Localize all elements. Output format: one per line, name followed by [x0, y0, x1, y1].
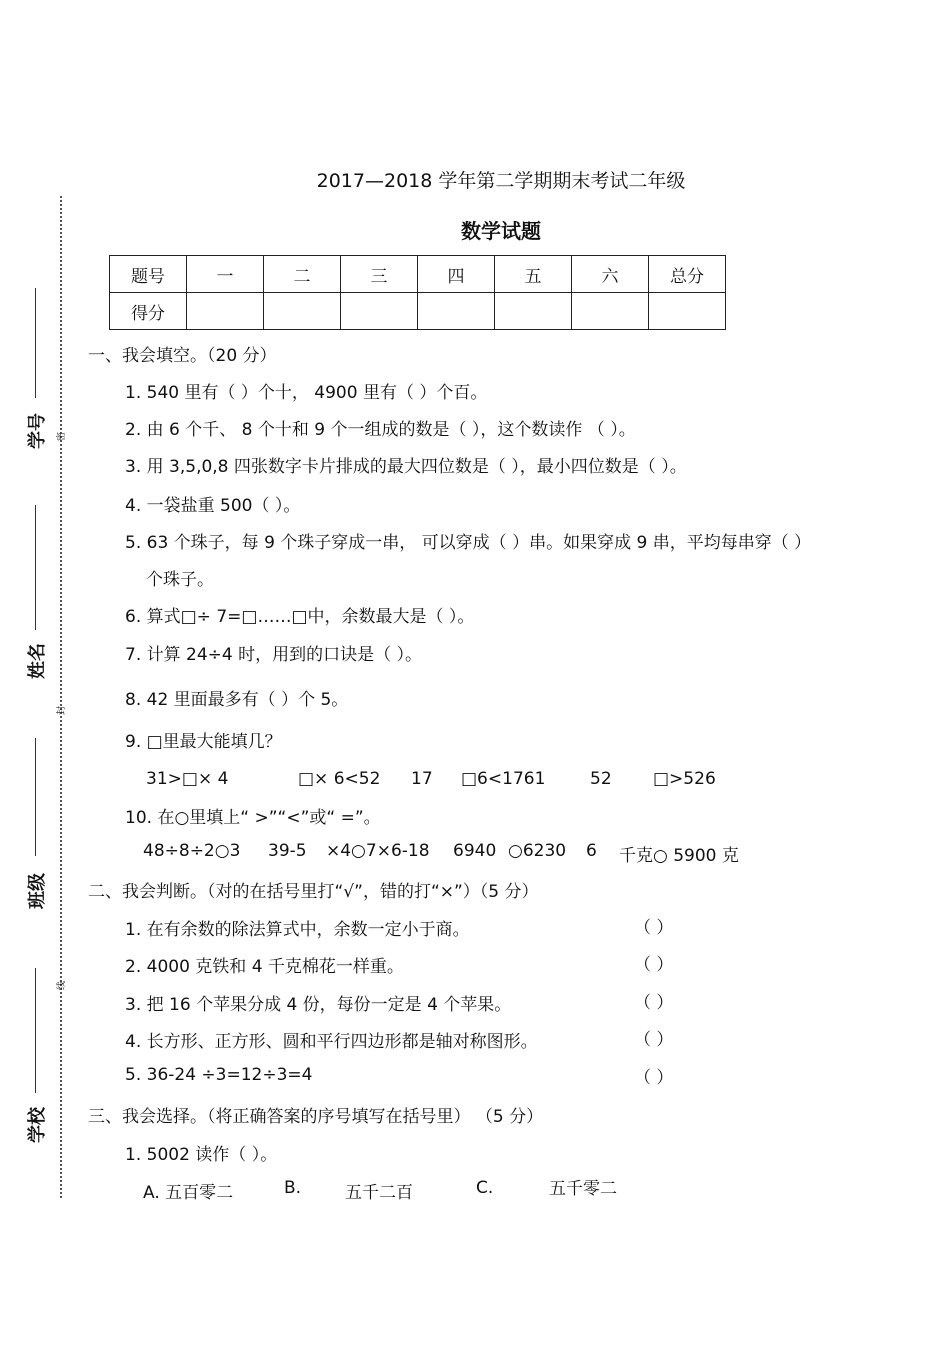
- q10-item: 39-5: [268, 841, 307, 861]
- question-1-2: 2. 由 6 个千、 8 个十和 9 个一组成的数是（ ），这个数读作 （ ）。: [125, 420, 636, 440]
- question-1-6: 6. 算式□÷ 7=□……□中，余数最大是（ ）。: [125, 607, 475, 627]
- q10-item: ×4○7×6-18: [326, 841, 430, 861]
- table-cell: 得分: [110, 293, 187, 330]
- score-blank-cell[interactable]: [649, 293, 726, 330]
- q10-item: 6: [586, 841, 597, 861]
- judge-item-4: 4. 长方形、正方形、圆和平行四边形都是轴对称图形。: [125, 1032, 538, 1052]
- school-underline: [35, 968, 36, 1093]
- table-cell: 一: [187, 256, 264, 293]
- seal-dotted-line: [60, 196, 62, 1198]
- judge-bracket[interactable]: （ ）: [634, 1030, 674, 1050]
- score-blank-cell[interactable]: [572, 293, 649, 330]
- table-cell: 五: [495, 256, 572, 293]
- table-cell: 六: [572, 256, 649, 293]
- score-blank-cell[interactable]: [495, 293, 572, 330]
- q9-item: □>526: [653, 769, 716, 789]
- q9-item: 31>□× 4: [146, 769, 229, 789]
- score-table: [109, 255, 726, 330]
- judge-bracket[interactable]: （ ）: [634, 955, 674, 975]
- q10-item: 6940: [453, 841, 497, 861]
- judge-item-3: 3. 把 16 个苹果分成 4 份，每份一定是 4 个苹果。: [125, 995, 512, 1015]
- table-cell: 总分: [649, 256, 726, 293]
- seal-mark-mi: 密: [57, 431, 68, 442]
- score-table-score-row: [110, 293, 726, 330]
- question-1-5-cont: 个珠子。: [146, 570, 214, 590]
- choice-option-b-letter[interactable]: B.: [284, 1178, 302, 1198]
- seal-mark-feng: 封: [57, 705, 68, 716]
- question-1-10: 10. 在○里填上“ >”“<”或“ =”。: [125, 808, 381, 828]
- judge-bracket[interactable]: （ ）: [634, 1068, 674, 1088]
- question-1-3: 3. 用 3,5,0,8 四张数字卡片排成的最大四位数是（ ），最小四位数是（ ）。: [125, 457, 687, 477]
- name-underline: [35, 505, 36, 630]
- section2-heading: 二、我会判断。（对的在括号里打“√”，错的打“×”）（5 分）: [88, 882, 539, 902]
- exam-subtitle: 数学试题: [461, 219, 541, 243]
- question-1-9: 9. □里最大能填几？: [125, 732, 282, 752]
- choice-option-b[interactable]: 五千二百: [345, 1183, 413, 1203]
- judge-bracket[interactable]: （ ）: [634, 918, 674, 938]
- student-id-label: 学号: [27, 413, 48, 449]
- score-blank-cell[interactable]: [341, 293, 418, 330]
- q9-item: □× 6<52: [298, 769, 381, 789]
- table-cell: 四: [418, 256, 495, 293]
- seal-mark-xian: 线: [57, 980, 68, 991]
- table-cell: 三: [341, 256, 418, 293]
- question-1-8: 8. 42 里面最多有（ ）个 5。: [125, 690, 349, 710]
- judge-item-5: 5. 36-24 ÷3=12÷3=4: [125, 1065, 313, 1085]
- score-blank-cell[interactable]: [187, 293, 264, 330]
- choice-option-c-letter[interactable]: C.: [476, 1178, 494, 1198]
- question-1-4: 4. 一袋盐重 500（ ）。: [125, 496, 301, 516]
- q10-item: 千克○ 5900 克: [619, 846, 739, 866]
- section3-heading: 三、我会选择。（将正确答案的序号填写在括号里） （5 分）: [88, 1107, 544, 1127]
- judge-item-2: 2. 4000 克铁和 4 千克棉花一样重。: [125, 957, 404, 977]
- question-1-1: 1. 540 里有（ ）个十， 4900 里有（ ）个百。: [125, 383, 488, 403]
- student-id-underline: [35, 288, 36, 398]
- score-blank-cell[interactable]: [264, 293, 341, 330]
- class-label: 班级: [27, 873, 48, 909]
- exam-title: 2017—2018 学年第二学期期末考试二年级: [316, 170, 686, 192]
- q10-item: 48÷8÷2○3: [143, 841, 241, 861]
- question-1-7: 7. 计算 24÷4 时，用到的口诀是（ ）。: [125, 645, 423, 665]
- q9-item: 52: [590, 769, 612, 789]
- choice-option-c[interactable]: 五千零二: [549, 1179, 617, 1199]
- section1-heading: 一、我会填空。（20 分）: [88, 346, 277, 366]
- q9-item: □6<1761: [461, 769, 546, 789]
- judge-item-1: 1. 在有余数的除法算式中，余数一定小于商。: [125, 920, 470, 940]
- score-blank-cell[interactable]: [418, 293, 495, 330]
- name-label: 姓名: [27, 643, 48, 679]
- class-underline: [35, 738, 36, 856]
- question-1-5: 5. 63 个珠子，每 9 个珠子穿成一串， 可以穿成（ ）串。如果穿成 9 串，平均每串穿（ ）: [125, 533, 812, 553]
- school-label: 学校: [27, 1107, 48, 1143]
- table-cell: 题号: [110, 256, 187, 293]
- choice-question-1: 1. 5002 读作（ ）。: [125, 1145, 278, 1165]
- score-table-header-row: [110, 256, 726, 293]
- table-cell: 二: [264, 256, 341, 293]
- choice-option-a[interactable]: A. 五百零二: [143, 1183, 234, 1203]
- judge-bracket[interactable]: （ ）: [634, 993, 674, 1013]
- q9-item: 17: [411, 769, 433, 789]
- q10-item: ○6230: [508, 841, 567, 861]
